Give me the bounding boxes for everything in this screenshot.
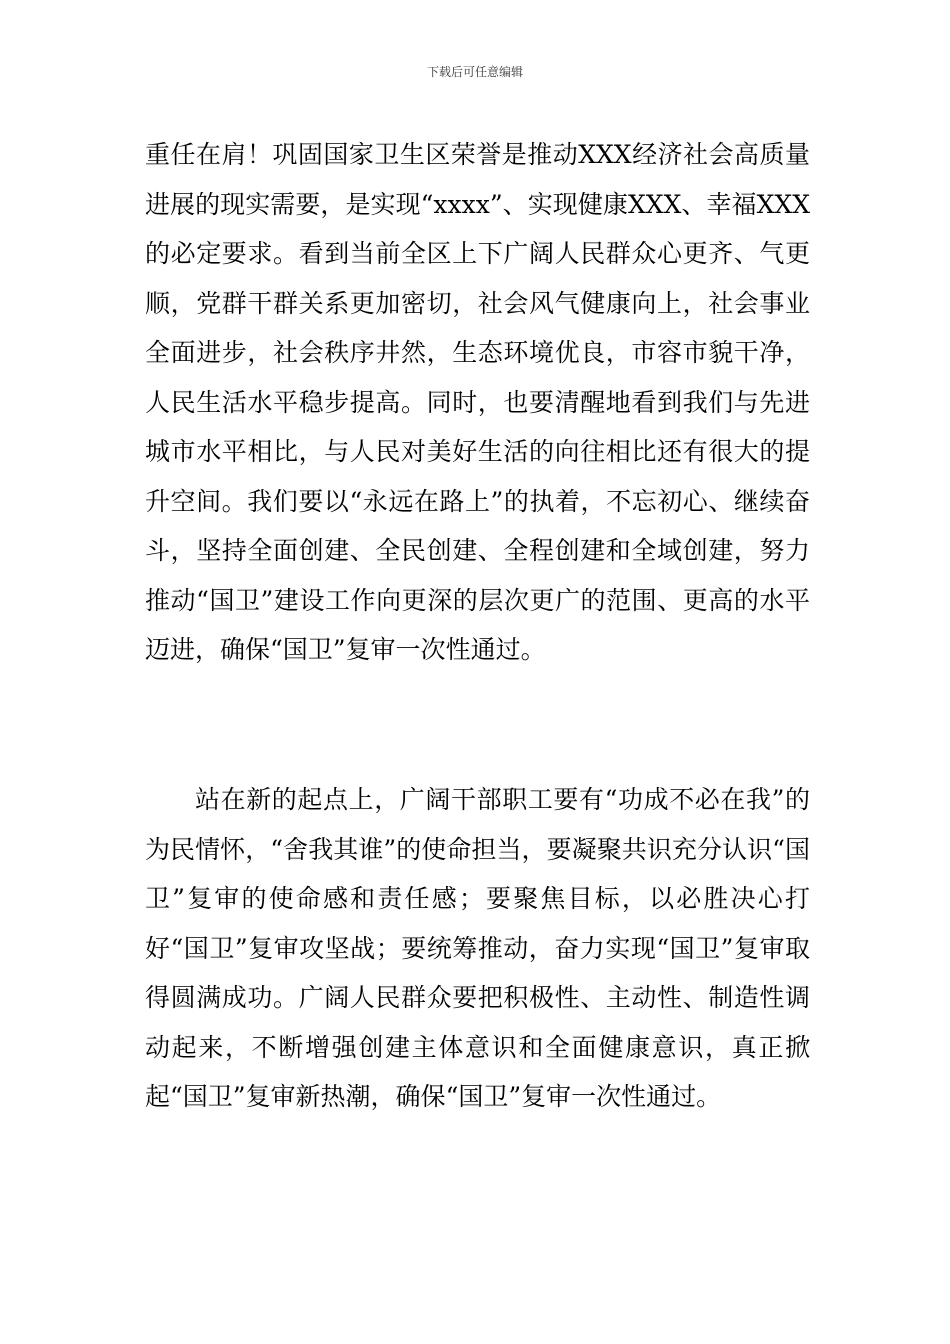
body-paragraph-1: 重任在肩！巩固国家卫生区荣誉是推动XXX经济社会高质量进展的现实需要，是实现“xxxx”、实现健康XXX、幸福XXX的必定要求。看到当前全区上下广阔人民群众心更齐、气更顺，党群干群关系更加密切，社会风气健康向上，社会事业全面进步，社会秩序井然，生态环境优良，市容市貌干净，人民生活水平稳步提高。同时，也要清醒地看到我们与先进城市水平相比，与人民对美好生活的向往相比还有很大的提升空间。我们要以“永远在路上”的执着，不忘初心、继续奋斗，坚持全面创建、全民创建、全程创建和全域创建，努力推动“国卫”建设工作向更深的层次更广的范围、更高的水平迈进，确保“国卫”复审一次性通过。 (145, 140, 810, 664)
download-note: 下载后可任意编辑 (426, 65, 523, 79)
body-paragraph-2: 站在新的起点上，广阔干部职工要有“功成不必在我”的为民情怀，“舍我其谁”的使命担当，要凝聚共识充分认识“国卫”复审的使命感和责任感；要聚焦目标，以必胜决心打好“国卫”复审攻坚战；要统筹推动，奋力实现“国卫”复审取得圆满成功。广阔人民群众要把积极性、主动性、制造性调动起来，不断增强创建主体意识和全面健康意识，真正掀起“国卫”复审新热潮，确保“国卫”复审一次性通过。 (145, 785, 810, 1111)
